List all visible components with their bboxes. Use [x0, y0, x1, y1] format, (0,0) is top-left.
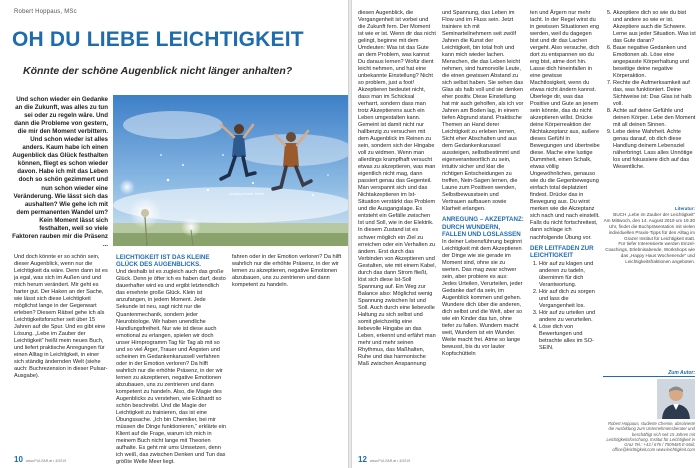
column-4-heading: ANREGUNG – AKZEPTANZ: DURCH WUNDERN, FALLEN UND LOSLASSEN: [442, 216, 524, 238]
column-5: [530, 10, 600, 352]
column-3-top: [232, 254, 342, 289]
guide-item: 3. Hör auf zu urteilen und andere zu verurteilen.: [539, 310, 600, 324]
page-subtitle: Könnte der schöne Augenblick nicht länger anhalten?: [23, 65, 293, 77]
guide-list-continued: [604, 10, 696, 171]
literature-line: Am Mittwoch, den 14. August 2019 um 19.30 Uhr, findet die Buchpräsentation mit vielen individuellen Praxis-Tipps für den Alltag im Grazer Institut für Leichtigkeit statt.: [603, 217, 695, 241]
guide-heading: DER LEITFADEN ZUR LEICHTIGKEIT: [530, 244, 594, 259]
column-3: [358, 10, 436, 368]
guide-item: 1. Hör auf zu klagen und anderen zu tadeln, übernimm für dich Verantwortung.: [539, 261, 600, 289]
left-page: [0, 0, 348, 468]
guide-item: 9. Lebe deine Wahrheit. Achte genau darauf, ob dich diese Handlung deinem Lebensziel näherbringt. Lass alles Unnötige los und fokussiere dich auf das Wesentliche.: [613, 129, 696, 171]
dandelion-sky-image: [113, 95, 348, 246]
literature-line: BUCH „Lebe im Zauber der Leichtigkeit“: [613, 211, 695, 217]
guide-item: 8. Achte auf deine Gefühle und deinen Körper. Lebe den Moment mit all deinen Sinnen.: [613, 108, 696, 129]
column-2-heading: LEICHTIGKEIT IST DAS KLEINE GLÜCK DES AUGENBLICKS.: [116, 254, 210, 269]
hero-photo: [113, 95, 348, 246]
column-2: [116, 254, 228, 466]
author-portrait: [657, 379, 695, 419]
guide-item: 6. Baue negative Gedanken und Emotionen ab. Löse eine angepasste Körperhaltung und beseitige deine negative Körperaktion.: [613, 45, 696, 80]
column-3-continued-text: diesen Augenblick, die Vergangenheit ist vorbei und die Zukunft fern. Der Moment ist wie er ist. Wenn dir das nicht gelingt, beginne mit dem Umdeuten: Was ist das Gute an dem Problem, was kannst Du daraus lernen? Wofür dient leicht nehmen, und hat eine unbekannte Einstellung? Nicht so problem, just a foot! Akzeptieren bedeutet nicht, dass man im Schicksal verharrt, sondern dass man trotz Akzeptierens auch ein Leben umgestalten kann. Gemeint ist damit nicht nur hallberzig zu versuchen mit dem Augenblick im Reinen zu sein, sondern sich der Hingabe voll zu widmen. Wenn man allerdings krampfhaft versucht etwas zu akzeptieren, was man eigentlich nicht mag, dann passiert genau das Gegenteil. Man verspannt sich und das Nichtakzeptieren im Ist-Situation verstärkt das Problem und die Ausgangslage. Es entsteht ein Gefälle zwischen Ist und Soll, wie in der Elektrik. In diesem Zustand ist es schwer möglich ein Ziel zu erreichen oder ein Verhalten zu ändern. Erst durch das Verbinden von Akzeptieren und Gestalten, wie mit einem Kabel, durch das dann Strom fließt, löst sich diese Ist-Soll Spannung auf. Ein Weg zur Balance also: Möglichst wenig Spannung zwischen Ist und Soll. Auch durch eine liebevolle Haltung zu sich selbst und somit gleichzeitig eine liebevolle Hingabe an das Leben, erkennt und erfährt man mehr und mehr seinen Rhythmus, das Maßhalten, Ruhe und das harmonische Maß zwischen Anspannung: [358, 10, 437, 367]
column-1-text: Und doch könnte er so schön sein, dieser Augenblick, wenn nur die Leichtigkeit da wäre. Denn dann ist es ja egal, was sich im Außen und und mich herum verändert. Mir geht es harter gut. Der Haken an der Sache, wie lässt sich diese Leichtigkeit möglichst lange in der Gegenwart erleben? Diesem Rätsel gehe ich als Leichtigkeitsforscher seit über 15 Jahren auf die Spur. Und es gibt eine Lösung. „Lebe im Zauber der Leichtigkeit“ heißt mein neues Buch, und liefert praktische Anregungen für einen Alltag in Leichtigkeit, in einer sich ständig ändernden Welt (siehe auch: Buchrezension in dieser Pulsar-Ausgabe).: [14, 254, 108, 380]
photo-credit: pixabay/heute-leben: [229, 192, 265, 196]
guide-item: 2. Hör auf dich zu sorgen und lass die Vergangenheit los.: [539, 289, 600, 310]
author-box: [603, 370, 695, 453]
column-6: [604, 10, 696, 171]
literature-line: Für tiefer Interessierte werden Einzel-Coachings, Erlebnisabende, Workshops wie das „Happy Haus Wochenende“ und Leichtigkeitsfraktionen angeboten.: [605, 241, 695, 265]
column-1: [14, 254, 110, 380]
page-title: OH DU LIEBE LEICHTIGKEIT: [12, 28, 304, 51]
author-bio: Robert Hoppaus, studierte Chemie, absolvierte die Ausbildung zum Unternehmensberater und beschäftigt sich seit 15 Jahren mit Leichtigkeitsforschung. Institut für Leichtigkeit in Graz Tel.: +43 / 676 / 7509485 E-Mail: office@leichtigkeit.com www.leichtigkeit.com: [606, 421, 695, 453]
column-2-text: Und deshalb ist es zugleich auch das große Glück. Denn je öfter ich es haben darf, desto dauerhafter wird es und ergibt letztendlich das ersehnte große Glück. Klein ist anzufangen, in jedem Moment. Jede Sekunde ist neu, sagt nicht nur die Quantenmechanik, sondern jeder Neurobiologe. Wir haben unendliche Handlungsfreiheit. Nur wie ist diese auch emotional zu erlangen, spielen wir doch unser Hirnprogramm Tag für Tag ab mit so und so viel Ärger, Trauer und Ängsten und scheinen im Gedankenkarussell verfahren oder in der Emotion verloren? Da hilft wahrlich nur die erhöhte Präsenz, in der wir lernen zu akzeptieren, negative Emotionen abzubauen, uns zu zentrieren und dann kompetent zu handeln. Also, die Magie des Augenblicks zu verstehen, wie Eckhardt so schön beschreibt. Und die Magie der Leichtigkeit zu trainieren, das ist eine Übungssache. „Ich bin Chemiker, bei mir müssen die Dinge funktionieren,“ erklärte ein Klient auf die Frage, warum ich mich in meinem Buch nicht lange mit Theorien aufhalte. Es geht mir ums Umsetzen, denn ich weiß, das zwischen Denken und Tun das größte Welle Meer liegt.: [116, 269, 227, 465]
author-byline: Robert Hoppaus, MSc: [14, 9, 77, 15]
column-4: [442, 10, 524, 358]
lead-paragraph: Und schon wieder ein Gedanke an die Zukunft, was alles zu tun sei oder zu regeln wäre. Und dann die Probleme von gestern, die mir den Moment verbittern. Und schon wieder ist alles anders. Kaum habe ich einen Augenblick das Glück festhalten können, fliegt es schon wieder davon. Habe ich mit das Leben doch so schön gezimmert und nun schon wieder eine Veränderung. Wie lässt sich das aushalten? Wie gehe ich mit dem permanenten Wandel um? Kein Moment lässt sich festhalten, weil so viele Faktoren rauben mir die Präsenz ...: [12, 96, 108, 248]
column-3-text: fahren oder in der Emotion verloren? Da hilft wahrlich nur die erhöhte Präsenz, in der wir lernen zu akzeptieren, negative Emotionen abzubauen, uns zu zentrieren und dann kompetent zu handeln.: [232, 254, 342, 289]
guide-item: 4. Löse dich von Bewertungen und betrachte alles im SO-SEIN.: [539, 324, 600, 352]
guide-list: [530, 261, 600, 352]
author-box-heading: Zum Autor:: [603, 370, 695, 377]
guide-item: 5. Akzeptiere dich so wie du bist und andere so wie er ist. Akzeptiere auch die Schwere. Lerne aus jeder Situation. Was ist das Gute daran?: [613, 10, 696, 45]
literature-box: [603, 206, 695, 265]
column-4-text: und Spannung, das Leben im Flow und im Fluss sein. Jetzt trainiere ich mit Seminarteilnehmern seit zwölf Jahren die Kunst der Leichtigkeit, bin total froh und kann mich wieder lachen. Menschen, die das Leben leicht nehmen, sind humorvolle Leute, die einen gewissen Abstand zu sich selbst haben. Sie sehen das Glas als halb voll und sie denken eher positiv. Diese Einstellung hat mir auch geholfen, als ich vor Jahren am Boden lag, in einem tiefen Abgrund stand. Praktische Themen an Hand derer Leichtigkeit zu erleben lernen, Sicht eher Abschalten und aus dem Gedankenkarussel aussteigen, selbstbestimmt und eigenverantwortlich zu sein, intuitiv sicher und klar die richtigen Entscheidungen zu treffen, Nein-Sagen lernen, die Laune zum Positiven wenden, Selbstbewusstsein und Vertrauen aufbauen sowie Klarheit erlangen.: [442, 10, 524, 213]
column-4b-text: In deiner Lebensführung beginnt Leichtigkeit mit dem Akzeptieren der Dinge wie sie gerade im Moment sind, ohne sie zu werten. Das mag zwar schwer sein, aber probiere es aus: Jedes Urteilen, Verurteilen, jeder Gedanke darf da sein, im Augenblick kommen und gehen. Wundere dich über die anderen, dich selbst und die Welt, aber so wie ein Kinder das tun, ohne tiefer zu fallen. Wundern macht weit, Wundern ist ein Wunder. Weite macht frei. Atme so lange bewusst, bis du vor lauter Kopfschütteln: [442, 239, 523, 358]
guide-item: 7. Rechte die Aufmerksamkeit auf das, was funktioniert. Deine Sichtweise ist: Das Glas ist halb voll.: [613, 80, 696, 108]
column-5-text: ten und Ärgern nur mehr lacht. In der Regel wirst du in gewissen Situationen eng werden, weil du dagegen bist und dir das Lachen vergeht. Also versuche, dich dort zu entspannen wo du eng bist, atme dort hin. Lasse dich hineinfallen in eine gewisse Machtlosigkeit, wenn du etwas nicht ändern kannst. Überlege dir, was das Positive und Gute an jenem sein könnte, das du nicht akzeptieren willst. Drücke deine Körperreaktion der Nichtakzeptanz aus, außere dieses Gefühl in Bewegungen und übertreibe diese. Mache eine lustige Dummheit, einen Schalk, etwas völlig Ungewöhnliches, genauso wie du die Gegenbewegung einfach total deplatziert findest. Drücke das in Bewegung aus. Du wirst merken wie die Akzeptanz sich nach und nach einstellt. Falls du nicht fortschreitest, dann schlage ich nachfolgende Übung vor.: [530, 10, 600, 241]
page-number-left: 10 www.PULSAR.at • 4/2019: [14, 455, 67, 464]
page-number-right: 12 www.PULSAR.at • 4/2019: [358, 455, 411, 464]
literature-heading: Literatur:: [674, 206, 695, 211]
